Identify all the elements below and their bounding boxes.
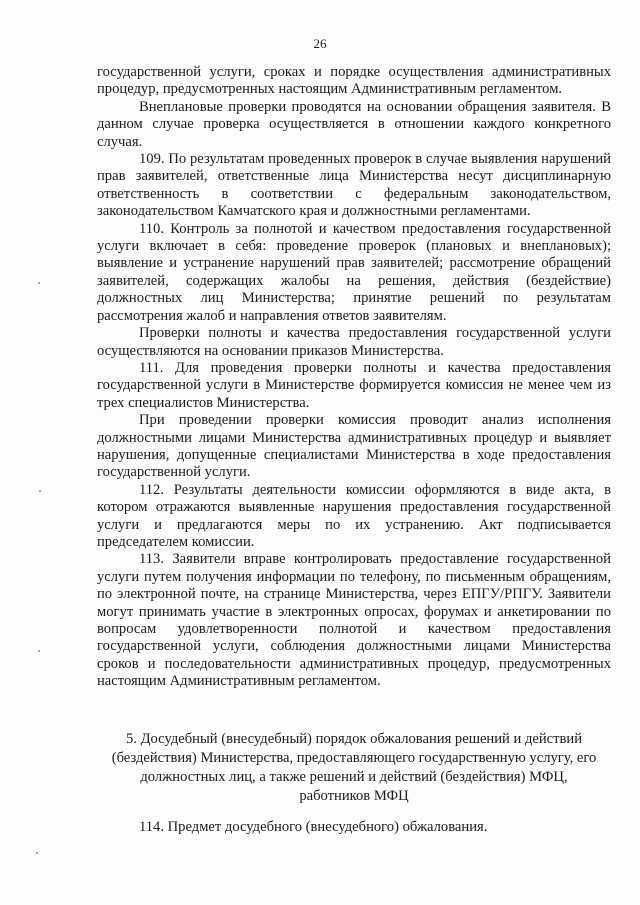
paragraph-112: 112. Результаты деятельности комиссии оформляются в виде акта, в котором отражаются выявленные нарушения предоставления государственной услуги и предлагаются меры по их устранению. Акт подписывается председателем комиссии. <box>97 481 611 550</box>
scan-speck <box>36 852 38 854</box>
paragraph-inspection-orders: Проверки полноты и качества предоставления государственной услуги осуществляются на основании приказов Министерства. <box>97 325 611 359</box>
section-heading-line: 5. Досудебный (внесудебный) порядок обжалования решений и действий <box>125 731 583 747</box>
scan-speck <box>38 282 40 284</box>
paragraph-continuation: государственной услуги, сроках и порядке осуществления административных процедур, предусмотренных настоящим Административным регламентом. <box>97 64 611 98</box>
scan-speck <box>38 650 40 652</box>
section-heading-line: работников МФЦ <box>299 788 409 804</box>
body-text <box>97 64 611 691</box>
paragraph-113: 113. Заявители вправе контролировать предоставление государственной услуги путем получения информации по телефону, по письменным обращениям, по электронной почте, на странице Министерства, через ЕПГУ/РПГУ. Заявители могут принимать участие в электронных опросах, форумах и анкетировании по вопросам удовлетворенности полнотой и качеством предоставления государственной услуги, соблюдения должностными лицами Министерства сроков и последовательности административных процедур, предусмотренных настоящим Административным регламентом. <box>97 551 611 690</box>
subsection-114: 114. Предмет досудебного (внесудебного) обжалования. <box>139 819 488 835</box>
paragraph-commission-analysis: При проведении проверки комиссия проводит анализ исполнения должностными лицами Министерства административных процедур и выявляет нарушения, допущенные специалистами Министерства в ходе предоставления государственной услуги. <box>97 412 611 481</box>
section-heading-line: должностных лиц, а также решений и действий (бездействия) МФЦ, <box>140 769 568 785</box>
scan-speck <box>39 490 41 492</box>
paragraph-109: 109. По результатам проведенных проверок в случае выявления нарушений прав заявителей, ответственные лица Министерства несут дисциплинарную ответственность в соответствии с федеральным законодательством, законодательством Камчатского края и должностными регламентами. <box>97 151 611 220</box>
paragraph-unscheduled-inspections: Внеплановые проверки проводятся на основании обращения заявителя. В данном случае проверка осуществляется в отношении каждого конкретного случая. <box>97 98 611 150</box>
paragraph-110: 110. Контроль за полнотой и качеством предоставления государственной услуги включает в себя: проведение проверок (плановых и внеплановых); выявление и устранение нарушений прав заявителей; рассмотрение обращений заявителей, содержащих жалобы на решения, действия (бездействие) должностных лиц Министерства; принятие решений по результатам рассмотрения жалоб и направления ответов заявителям. <box>97 220 611 324</box>
page-number: 26 <box>313 36 327 51</box>
section-heading <box>97 730 611 806</box>
paragraph-111: 111. Для проведения проверки полноты и качества предоставления государственной услуги в Министерстве формируется комиссия не менее чем из трех специалистов Министерства. <box>97 359 611 411</box>
section-heading-line: (бездействия) Министерства, предоставляющего государственную услугу, его <box>111 750 597 766</box>
